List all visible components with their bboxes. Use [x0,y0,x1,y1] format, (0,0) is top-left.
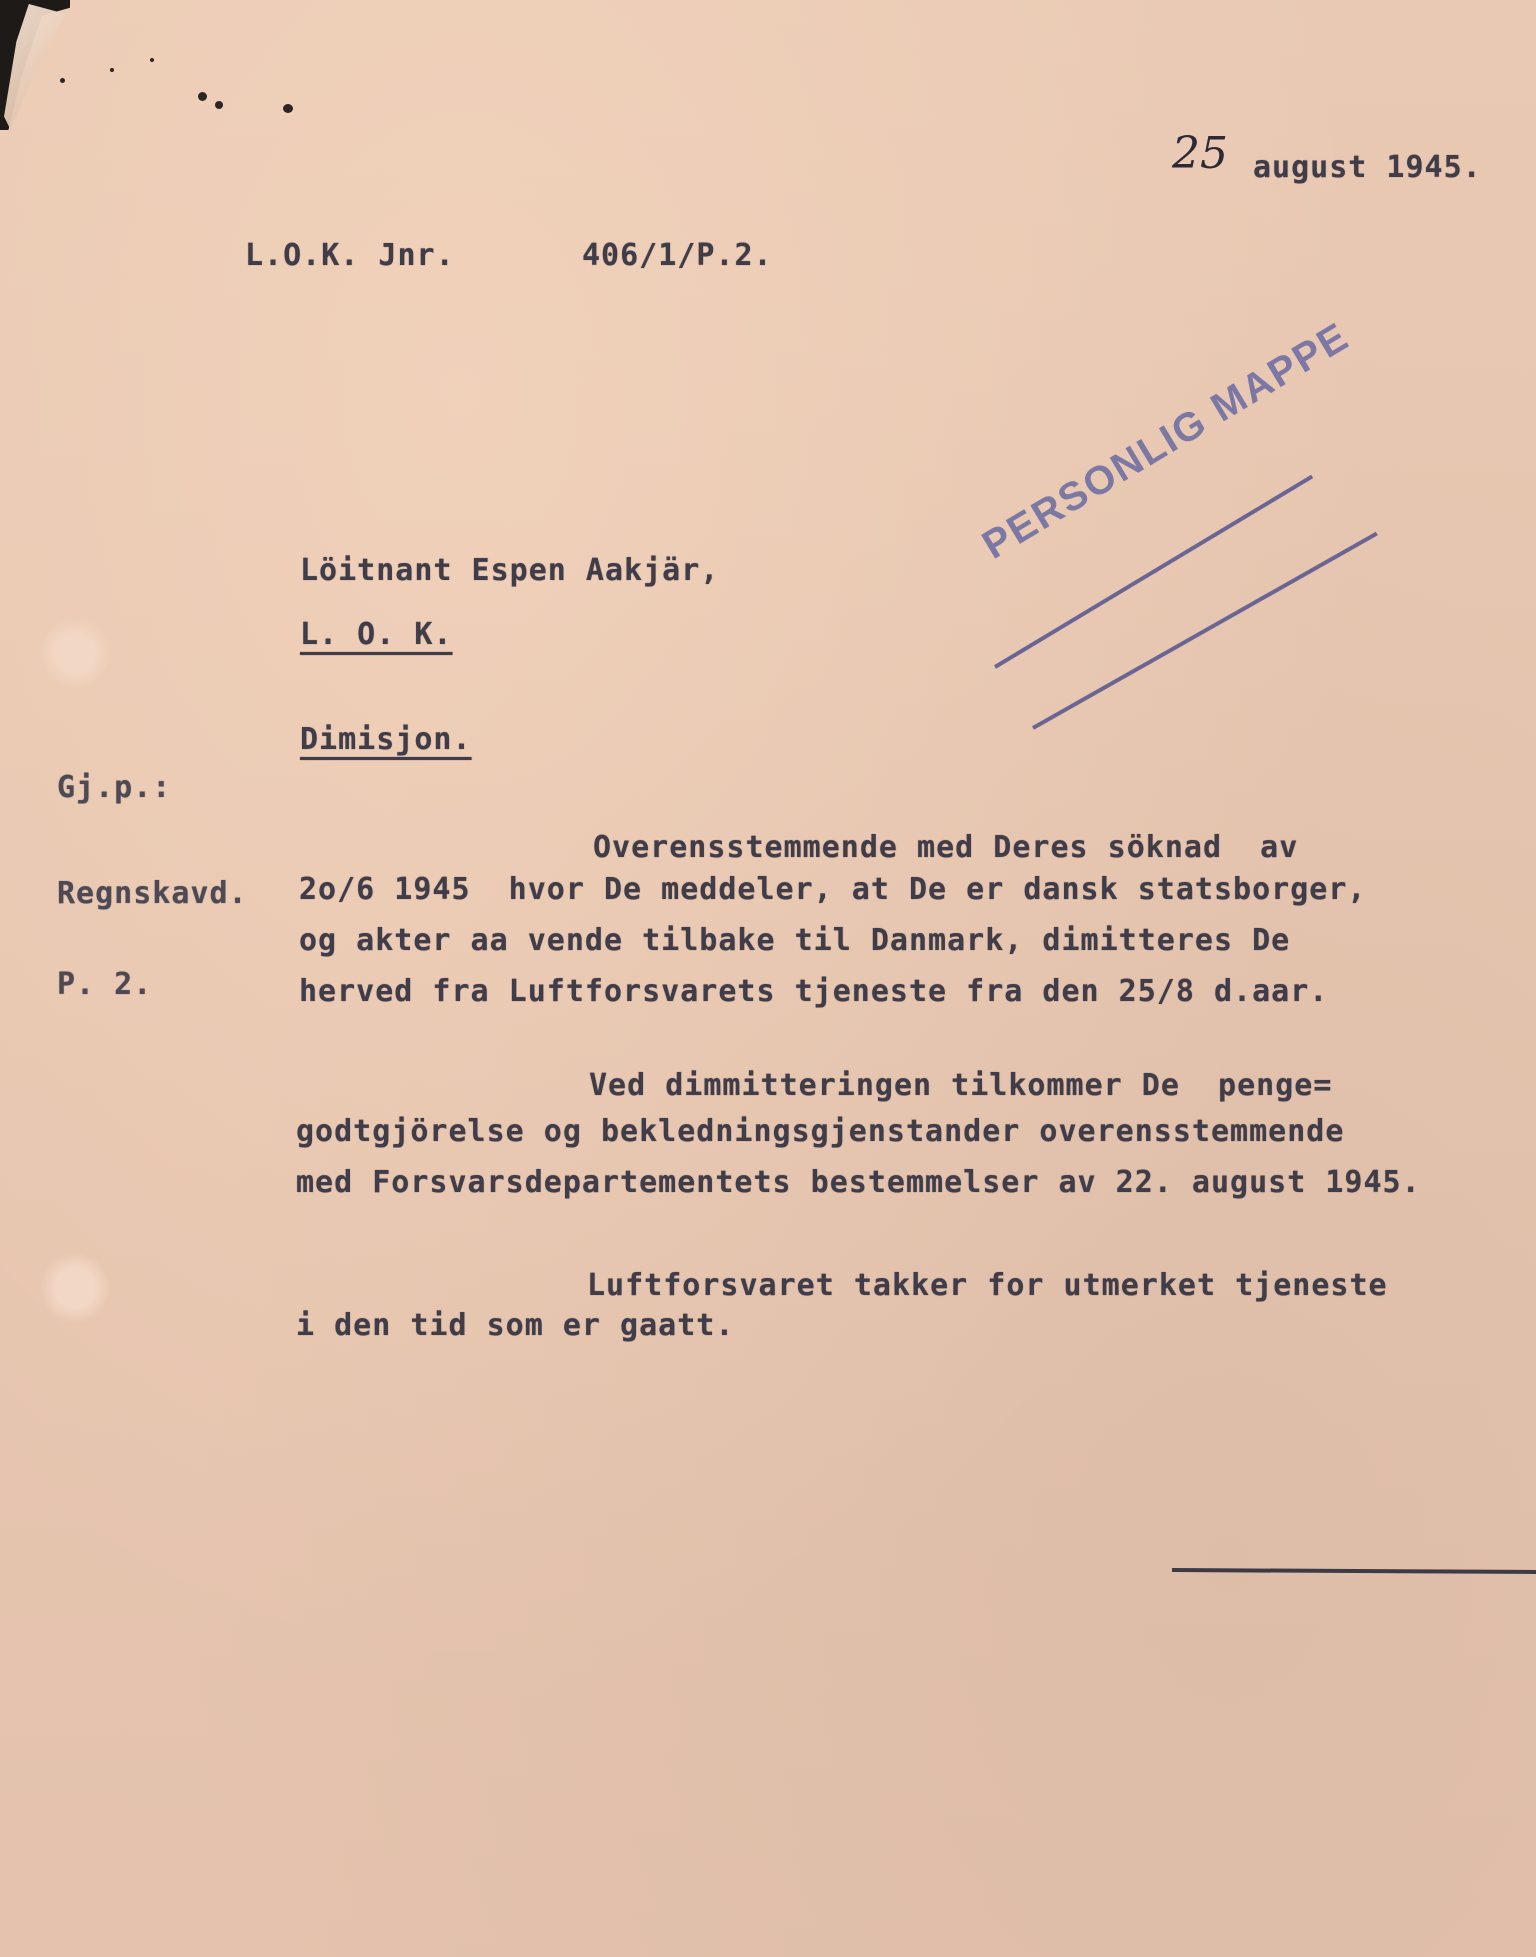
body-line: Ved dimmitteringen tilkommer De penge= [589,1068,1333,1103]
copy-recipient-p2: P. 2. [57,967,153,1002]
stamp-rule-second [1032,532,1378,730]
punch-hole-mark [40,1253,110,1323]
body-line: herved fra Luftforsvarets tjeneste fra den 25/8 d.aar. [299,974,1329,1009]
addressee-name: Löitnant Espen Aakjär, [300,553,720,588]
personal-file-stamp: PERSONLIG MAPPE [975,314,1357,568]
punch-hole-mark [40,618,110,688]
ink-speck [283,104,293,113]
body-line: godtgjörelse og bekledningsgjenstander overensstemmende [296,1114,1345,1149]
journal-number: 406/1/P.2. [582,238,773,273]
handwritten-day: 25 [1172,128,1228,179]
ink-speck [60,78,65,83]
copies-label: Gj.p.: [57,770,172,805]
ink-speck [110,68,114,72]
body-line: i den tid som er gaatt. [296,1308,735,1343]
body-line: og akter aa vende tilbake til Danmark, dimitteres De [299,923,1291,958]
letter-date: august 1945. [1253,150,1482,185]
body-line: med Forsvarsdepartementets bestemmelser av 22. august 1945. [296,1165,1421,1200]
body-line: 2o/6 1945 hvor De meddeler, at De er dansk statsborger, [299,872,1367,907]
signature-line [1172,1568,1536,1574]
ink-speck [215,101,223,109]
subject-heading: Dimisjon. [300,722,472,757]
journal-label: L.O.K. Jnr. [245,238,455,273]
ink-speck [198,92,207,101]
copy-recipient-accounts: Regnskavd. [57,876,248,911]
addressee-unit: L. O. K. [300,617,453,652]
body-line: Overensstemmende med Deres söknad av [593,830,1299,865]
ink-speck [150,58,154,62]
body-line: Luftforsvaret takker for utmerket tjeneste [587,1268,1388,1303]
